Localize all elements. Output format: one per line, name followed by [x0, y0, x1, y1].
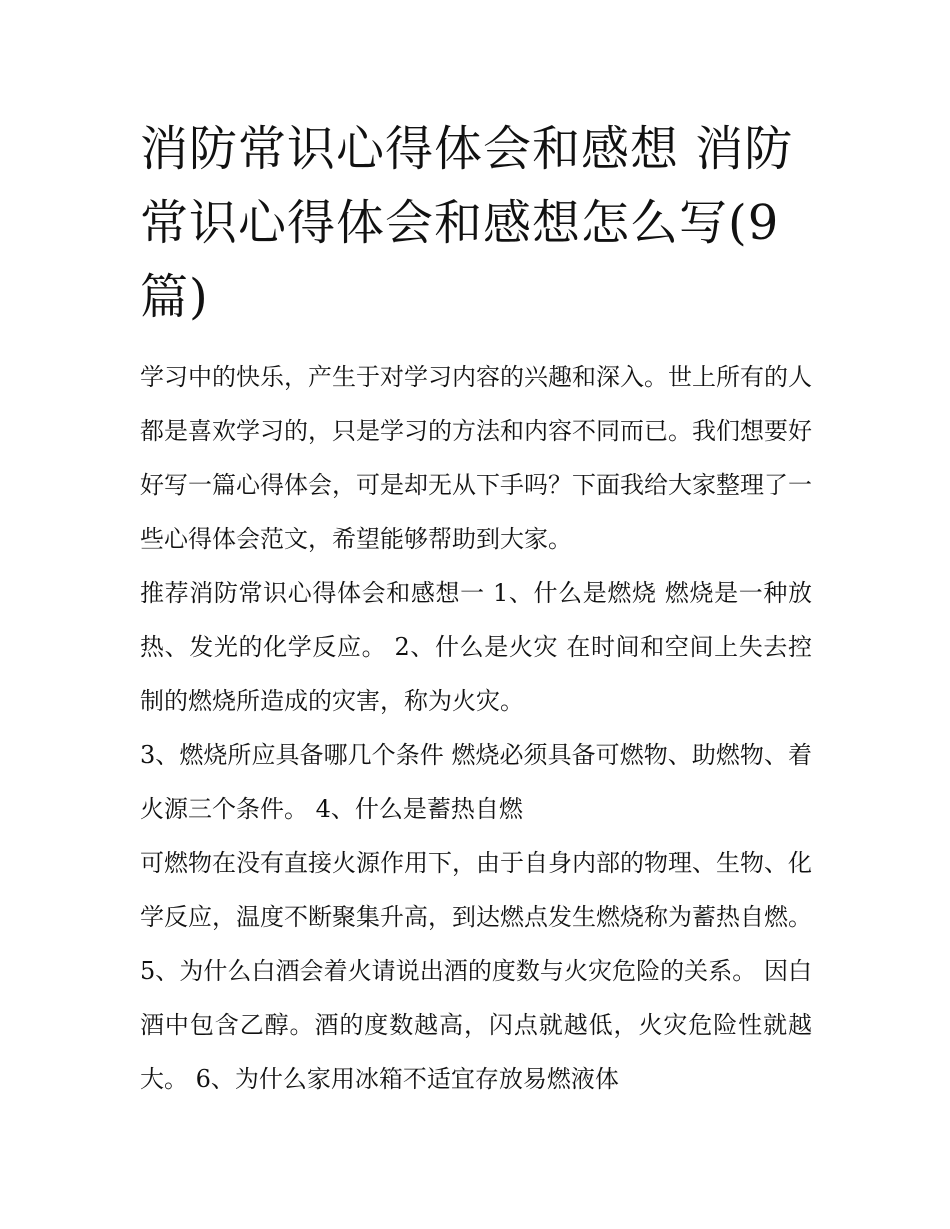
paragraph-4-answer: 可燃物在没有直接火源作用下，由于自身内部的物理、生物、化学反应，温度不断聚集升高，到达燃点发生燃烧称为蓄热自燃。: [140, 849, 812, 931]
document-body: [140, 112, 812, 1106]
paragraph-1-2: 推荐消防常识心得体会和感想一 1、什么是燃烧 燃烧是一种放热、发光的化学反应。 2、什么是火灾 在时间和空间上失去控制的燃烧所造成的灾害，称为火灾。: [140, 579, 812, 715]
paragraph-intro: 学习中的快乐，产生于对学习内容的兴趣和深入。世上所有的人都是喜欢学习的，只是学习的方法和内容不同而已。我们想要好好写一篇心得体会，可是却无从下手吗？下面我给大家整理了一些心得体会范文，希望能够帮助到大家。: [140, 363, 812, 553]
document-title: 消防常识心得体会和感想 消防常识心得体会和感想怎么写(9篇): [140, 121, 794, 325]
paragraph-3-4: 3、燃烧所应具备哪几个条件 燃烧必须具备可燃物、助燃物、着火源三个条件。 4、什么是蓄热自燃: [140, 741, 812, 823]
paragraph-5-6: 5、为什么白酒会着火请说出酒的度数与火灾危险的关系。 因白酒中包含乙醇。酒的度数越高，闪点就越低，火灾危险性就越大。 6、为什么家用冰箱不适宜存放易燃液体: [140, 957, 812, 1093]
